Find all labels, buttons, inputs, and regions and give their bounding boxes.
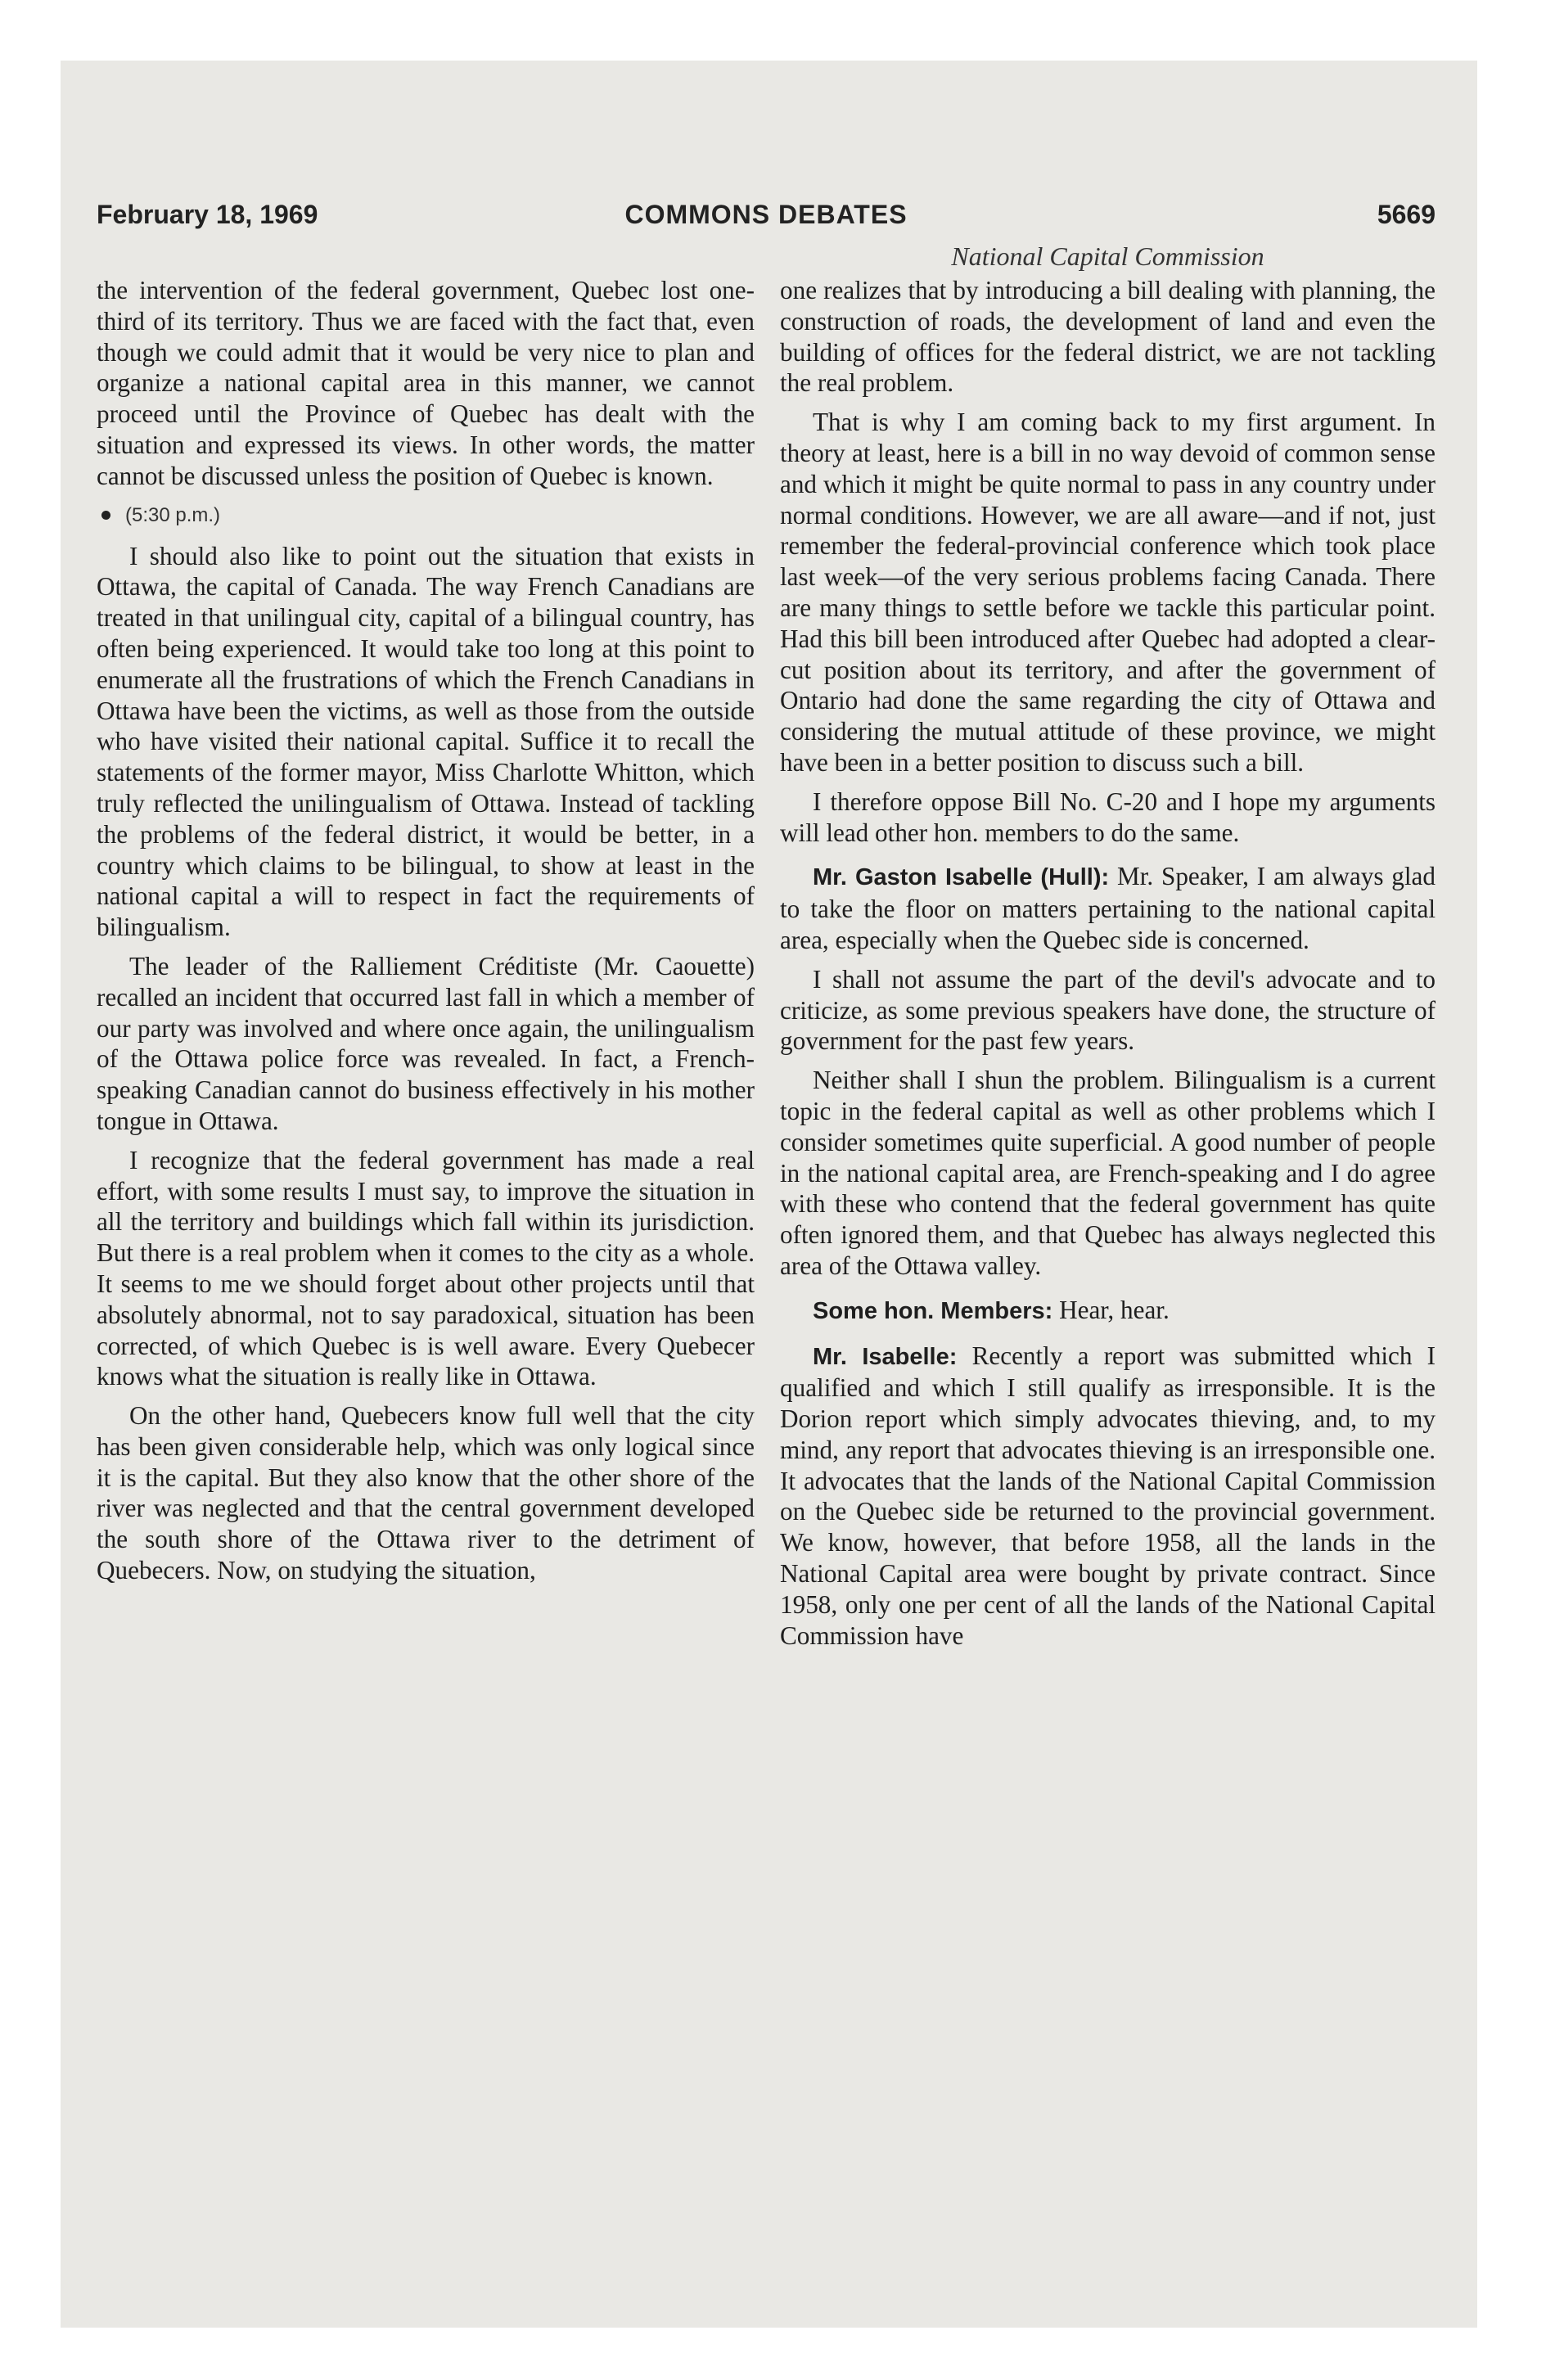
timestamp-text: (5:30 p.m.) — [125, 503, 221, 526]
page-number: 5669 — [1377, 200, 1436, 229]
paragraph: That is why I am coming back to my first argument. In theory at least, here is a bill in no way devoid of common sense and which it might be quite normal to pass in any country under normal conditions. However, we are all aware—and if not, just remember the federal-provincial conference which took place last week—of the very serious problems facing Canada. There are many things to settle before we tackle this particular point. Had this bill been introduced after Quebec had adopted a clear-cut position about its territory, and after the government of Ontario had done the same regarding the city of Ottawa and considering the mutual attitude of these province, we might have been in a better position to discuss such a bill. — [780, 408, 1436, 777]
speaker-name: Mr. Isabelle: — [813, 1343, 958, 1370]
header-title: COMMONS DEBATES — [624, 200, 908, 229]
speech-text: Hear, hear. — [1059, 1295, 1170, 1324]
paragraph: On the other hand, Quebecers know full well that the city has been given considerable help, which was only logical since it is the capital. But they also know that the other shore of the river was neglected and that the central government developed the south shore of the Ottawa river to the detriment of Quebecers. Now, on studying the situation, — [97, 1401, 755, 1585]
paragraph: Neither shall I shun the problem. Bilingualism is a current topic in the federal capital as well as other problems which I consider sometimes quite superficial. A good number of people in the national capital area, are French-speaking and I do agree with these who contend that the federal government has quite often ignored them, and that Quebec has always neglected this area of the Ottawa valley. — [780, 1066, 1436, 1280]
paragraph: I should also like to point out the situation that exists in Ottawa, the capital of Canada. The way French Canadians are treated in that unilingual city, capital of a bilingual country, has often being experienced. It would take too long at this point to enumerate all the frustrations of which the French Canadians in Ottawa have been the victims, as well as those from the outside who have visited their national capital. Suffice it to recall the statements of the former mayor, Miss Charlotte Whitton, which truly reflected the unilingualism of Ottawa. Instead of tackling the problems of the federal district, it would be better, in a country which claims to be bilingual, to show at least in the national capital a will to respect in fact the requirements of bilingualism. — [97, 541, 755, 942]
running-head: National Capital Commission — [951, 241, 1264, 271]
speech-paragraph — [780, 861, 1436, 955]
paragraph: The leader of the Ralliement Créditiste (Mr. Caouette) recalled an incident that occurred last fall in which a member of our party was involved and where once again, the unilingualism of the Ottawa police force was revealed. In fact, a French-speaking Canadian cannot do business effectively in his mother tongue in Ottawa. — [97, 951, 755, 1135]
bullet-icon — [101, 511, 110, 520]
page-header — [97, 200, 1436, 236]
speech-paragraph — [780, 1295, 1436, 1327]
speech-paragraph — [780, 1341, 1436, 1652]
speaker-name: Mr. Gaston Isabelle (Hull): — [813, 864, 1110, 891]
speech-text: Recently a report was submitted which I qualified and which I still qualify as irresponsible. It is the Dorion report which simply advocates thieving, and, to my mind, any report that advocates thieving is an irresponsible one. It advocates that the lands of the National Capital Commission on the Quebec side be returned to the provincial government. We know, however, that before 1958, all the lands in the National Capital area were bought by private contract. Since 1958, only one per cent of all the lands of the National Capital Commission have — [780, 1341, 1436, 1650]
right-column — [780, 237, 1436, 1659]
speaker-name: Some hon. Members: — [813, 1297, 1053, 1324]
paragraph: I therefore oppose Bill No. C-20 and I hope my arguments will lead other hon. members to do the same. — [780, 787, 1436, 847]
left-column — [97, 275, 755, 1594]
paragraph: the intervention of the federal government, Quebec lost one-third of its territory. Thus we are faced with the fact that, even though we could admit that it would be very nice to plan and organize a national capital area in this manner, we cannot proceed until the Province of Quebec has dealt with the situation and expressed its views. In other words, the matter cannot be discussed unless the position of Quebec is known. — [97, 276, 755, 490]
paragraph: I shall not assume the part of the devil's advocate and to criticize, as some previous speakers have done, the structure of government for the past few years. — [780, 964, 1436, 1056]
paragraph: I recognize that the federal government has made a real effort, with some results I must say, to improve the situation in all the territory and buildings which fall within its jurisdiction. But there is a real problem when it comes to the city as a whole. It seems to me we should forget about other projects until that absolutely abnormal, not to say paradoxical, situation has been corrected, of which Quebec is is well aware. Every Quebecer knows what the situation is really like in Ottawa. — [97, 1145, 755, 1391]
paragraph: one realizes that by introducing a bill dealing with planning, the construction of roads, the development of land and even the building of offices for the federal district, we are not tackling the real problem. — [780, 276, 1436, 398]
timestamp — [97, 500, 755, 531]
header-date: February 18, 1969 — [97, 200, 318, 229]
speech-text: Mr. Speaker, I am always glad to take the floor on matters pertaining to the national capital area, especially when the Quebec side is concerned. — [780, 862, 1436, 954]
